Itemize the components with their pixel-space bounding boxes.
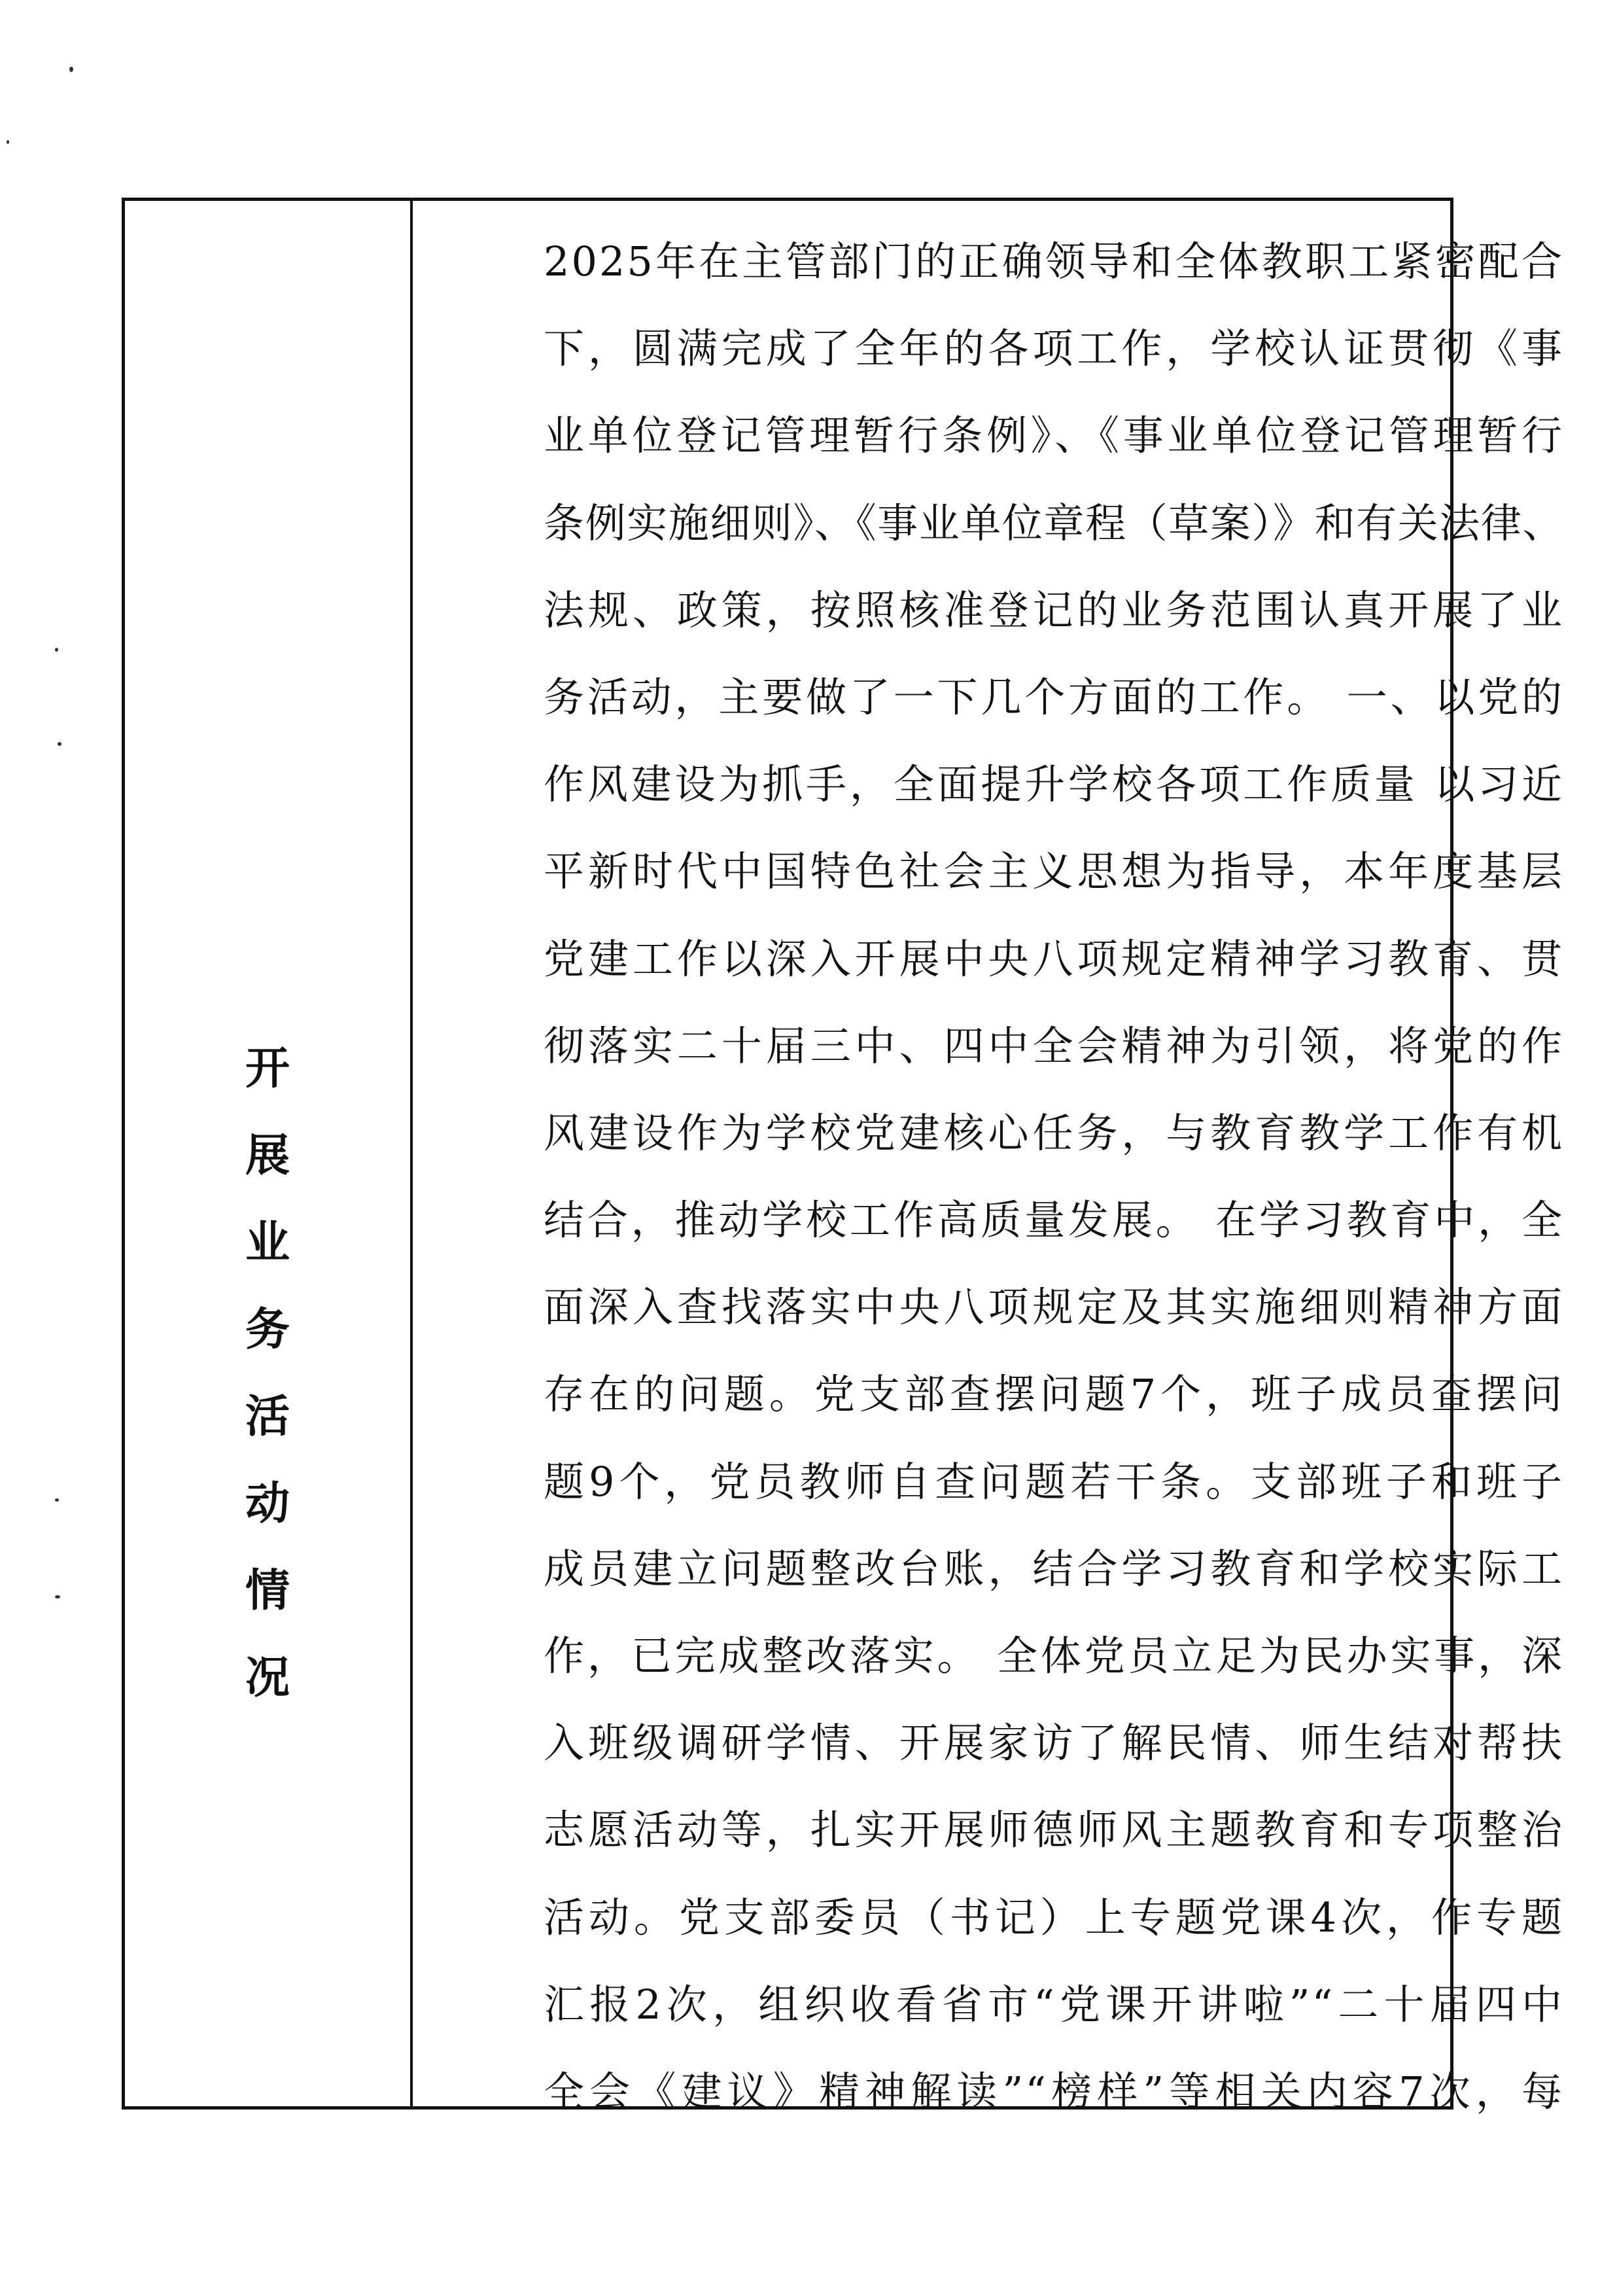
section-label-char: 动 [245, 1478, 290, 1530]
section-label-char: 开 [245, 1043, 290, 1095]
scan-speck [55, 1595, 60, 1598]
text-line: 志愿活动等，扎实开展师德师风主题教育和专项整治 [544, 1806, 1564, 1854]
section-label-char: 况 [245, 1652, 290, 1704]
text-line: 成员建立问题整改台账，结合学习教育和学校实际工 [544, 1544, 1564, 1593]
section-label-char: 展 [245, 1130, 290, 1182]
text-line: 下，圆满完成了全年的各项工作，学校认证贯彻《事 [544, 325, 1564, 373]
section-label-char: 务 [245, 1304, 290, 1356]
text-line: 面深入查找落实中央八项规定及其实施细则精神方面 [544, 1283, 1564, 1332]
text-line: 党建工作以深入开展中央八项规定精神学习教育、贯 [544, 934, 1564, 983]
text-line: 作，已完成整改落实。 全体党员立足为民办实事，深 [544, 1632, 1564, 1680]
text-line: 法规、政策，按照核准登记的业务范围认真开展了业 [544, 586, 1564, 634]
text-line: 风建设作为学校党建核心任务，与教育教学工作有机 [544, 1108, 1564, 1157]
text-line: 业单位登记管理暂行条例》、《事业单位登记管理暂行 [544, 412, 1564, 460]
form-table [122, 198, 1564, 2115]
scan-speck [55, 1498, 59, 1502]
text-line: 活动。党支部委员（书记）上专题党课4次，作专题 [544, 1893, 1564, 1941]
content-cell [415, 201, 1564, 2115]
text-line: 务活动，主要做了一下几个方面的工作。 一、以党的 [544, 673, 1564, 721]
text-line: 结合，推动学校工作高质量发展。 在学习教育中，全 [544, 1196, 1564, 1245]
text-line: 2025年在主管部门的正确领导和全体教职工紧密配合 [544, 238, 1564, 285]
section-label-char: 活 [245, 1391, 290, 1443]
text-line: 题9个，党员教师自查问题若干条。支部班子和班子 [544, 1457, 1564, 1506]
text-line: 全会《建议》精神解读”“榜样”等相关内容7次，每 [544, 2067, 1564, 2115]
text-line: 平新时代中国特色社会主义思想为指导，本年度基层 [544, 847, 1564, 896]
scan-speck [55, 648, 58, 652]
scan-speck [7, 140, 9, 144]
scan-speck [58, 742, 61, 746]
activity-report-text [544, 218, 1564, 2135]
text-line: 入班级调研学情、开展家访了解民情、师生结对帮扶 [544, 1719, 1564, 1767]
text-line: 作风建设为抓手，全面提升学校各项工作质量 以习近 [544, 760, 1564, 809]
section-label-char: 业 [245, 1217, 290, 1269]
text-line: 彻落实二十届三中、四中全会精神为引领，将党的作 [544, 1021, 1564, 1070]
text-line: 条例实施细则》、《事业单位章程（草案）》和有关法律、 [544, 499, 1564, 547]
section-label-char: 情 [245, 1565, 290, 1617]
text-line: 存在的问题。党支部查摆问题7个，班子成员查摆问 [544, 1370, 1564, 1419]
text-line: 汇报2次，组织收看省市“党课开讲啦”“二十届四中 [544, 1980, 1564, 2028]
scan-speck [69, 67, 73, 72]
section-label [125, 1025, 410, 1722]
section-label-cell [125, 201, 413, 2106]
